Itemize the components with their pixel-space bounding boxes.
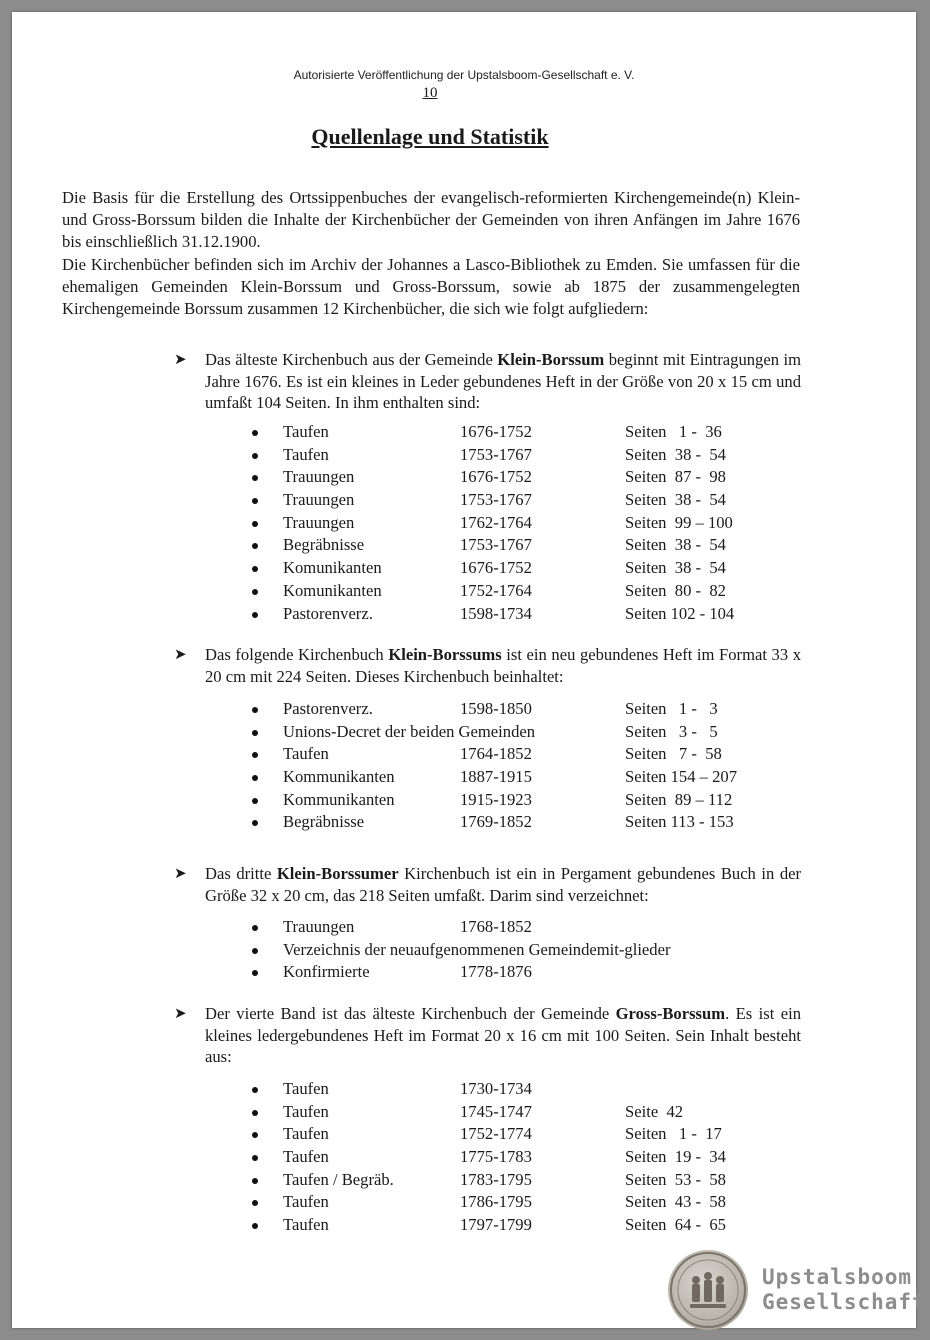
record-years: 1786-1795	[460, 1192, 532, 1212]
bullet-icon	[252, 1132, 258, 1138]
section-text	[205, 644, 801, 687]
record-pages: Seiten 1 - 17	[625, 1124, 722, 1144]
record-years: 1764-1852	[460, 744, 532, 764]
record-pages: Seiten 99 – 100	[625, 512, 733, 532]
bullet-icon	[252, 970, 258, 976]
record-years: 1769-1852	[460, 812, 532, 832]
record-pages: Seiten 64 - 65	[625, 1215, 726, 1235]
record-type: Taufen	[283, 1124, 329, 1144]
record-type: Trauungen	[283, 512, 355, 532]
record-pages: Seiten 3 - 5	[625, 721, 718, 741]
record-pages: Seiten 89 – 112	[625, 789, 733, 809]
section-parish-name: Klein-Borssums	[388, 645, 502, 664]
section-text-after: . Es ist ein kleines ledergebundenes Heft im Format 20 x 16 cm mit 100 Seiten. Sein Inhalt besteht aus:	[205, 1004, 801, 1066]
section-parish-name: Klein-Borssumer	[276, 864, 399, 883]
record-pages: Seiten 1 - 36	[625, 422, 722, 441]
publisher-header: Autorisierte Veröffentlichung der Upstalsboom-Gesellschaft e. V.	[293, 68, 635, 82]
bullet-icon	[252, 589, 258, 595]
bullet-icon	[252, 498, 258, 504]
record-pages: Seiten 38 - 54	[625, 444, 726, 464]
record-type: Begräbnisse	[283, 535, 365, 555]
record-pages: Seiten 80 - 82	[625, 580, 726, 600]
section-text-before: Das älteste Kirchenbuch aus der Gemeinde	[205, 350, 498, 369]
document-page	[12, 12, 926, 1328]
bullet-icon	[252, 430, 258, 436]
record-pages: Seiten 154 – 207	[625, 767, 737, 787]
intro-paragraph-2: Die Kirchenbücher befinden sich im Archiv der Johannes a Lasco-Bibliothek zu Emden. Sie umfassen für die ehemaligen Gemeinden Klein-Borssum und Gross-Borssum, sowie ab 1875 der zusammengelegten Kirchengemeinde Borssum zusammen 12 Kirchenbücher, die sich wie folgt aufgliedern:	[62, 254, 800, 319]
intro-text	[62, 187, 800, 320]
record-years: 1730-1734	[460, 1079, 532, 1098]
bullet-icon	[252, 775, 258, 781]
section-text-before: Das dritte	[205, 864, 277, 883]
bullet-icon	[252, 925, 258, 931]
bullet-icon	[252, 1200, 258, 1206]
record-type: Taufen	[283, 444, 329, 464]
record-years: 1598-1850	[460, 699, 532, 718]
bullet-icon	[252, 1178, 258, 1184]
arrow-bullet-icon: ➤	[174, 864, 187, 882]
record-pages: Seiten 38 - 54	[625, 490, 726, 510]
section-text-after: Kirchenbuch ist ein in Pergament gebundenes Buch in der Größe 32 x 20 cm, das 218 Seiten umfaßt. Darim sind verzeichnet:	[205, 864, 802, 905]
record-pages: Seiten 38 - 54	[625, 558, 726, 578]
record-type: Kommunikanten	[283, 789, 395, 809]
bullet-icon	[252, 1087, 258, 1093]
record-type: Trauungen	[283, 490, 355, 510]
bullet-icon	[252, 453, 258, 459]
section-parish-name: Gross-Borssum	[615, 1004, 726, 1023]
record-years: 1598-1734	[460, 603, 532, 623]
record-years: 1676-1752	[460, 467, 532, 487]
record-pages: Seiten 19 - 34	[625, 1147, 726, 1167]
intro-paragraph-1: Die Basis für die Erstellung des Ortssippenbuches der evangelisch-reformierten Kirchengemeinde(n) Klein- und Gross-Borssum bilden die Inhalte der Kirchenbücher der Gemeinden von ihren Anfängen im Jahre 1676 bis einschließlich 31.12.1900.	[62, 188, 800, 252]
society-watermark	[668, 1250, 926, 1330]
record-type: Taufen	[283, 1215, 329, 1235]
bullet-icon	[252, 1223, 258, 1229]
record-years: 1676-1752	[460, 422, 532, 441]
record-years: 1915-1923	[460, 789, 532, 809]
record-type: Pastorenverz.	[283, 699, 373, 718]
record-type: Kommunikanten	[283, 767, 395, 787]
record-years: 1783-1795	[460, 1169, 532, 1189]
record-years: 1752-1764	[460, 580, 532, 600]
bullet-icon	[252, 1110, 258, 1116]
record-years: 1887-1915	[460, 767, 532, 787]
record-pages: Seiten 113 - 153	[625, 812, 734, 832]
record-years: 1753-1767	[460, 490, 532, 510]
bullet-icon	[252, 475, 258, 481]
arrow-bullet-icon: ➤	[174, 350, 187, 368]
record-pages: Seite 42	[625, 1101, 684, 1121]
section-text-after: beginnt mit Eintragungen im Jahre 1676. Es ist ein kleines in Leder gebundenes Heft in der Größe von 20 x 15 cm und umfaßt 104 Seiten. In ihm enthalten sind:	[205, 350, 801, 412]
bullet-icon	[252, 948, 258, 954]
record-years: 1752-1774	[460, 1124, 532, 1144]
bullet-icon	[252, 752, 258, 758]
record-years: 1797-1799	[460, 1215, 532, 1235]
watermark-line-2: Gesellschaft	[762, 1290, 926, 1314]
section-text	[205, 1003, 801, 1068]
record-type: Taufen	[283, 744, 329, 764]
page-number: 10	[422, 85, 438, 101]
record-years: 1778-1876	[460, 962, 532, 982]
record-pages: Seiten 102 - 104	[625, 603, 735, 623]
section-parish-name: Klein-Borssum	[497, 350, 605, 369]
record-pages: Seiten 43 - 58	[625, 1192, 726, 1212]
section-text	[205, 863, 801, 906]
arrow-bullet-icon: ➤	[174, 645, 187, 663]
record-pages: Seiten 38 - 54	[625, 535, 726, 555]
record-years: 1745-1747	[460, 1101, 532, 1121]
section-text-before: Das folgende Kirchenbuch	[205, 645, 389, 664]
bullet-icon	[252, 798, 258, 804]
record-pages: Seiten 53 - 58	[625, 1169, 726, 1189]
record-type: Taufen	[283, 1147, 329, 1167]
record-type: Trauungen	[283, 917, 355, 936]
arrow-bullet-icon: ➤	[174, 1004, 187, 1022]
watermark-line-1: Upstalsboom	[762, 1265, 913, 1289]
society-seal-icon	[668, 1250, 748, 1330]
record-type: Taufen	[283, 1101, 329, 1121]
record-type: Unions-Decret der beiden Gemeinden	[283, 721, 536, 741]
bullet-icon	[252, 543, 258, 549]
record-type: Begräbnisse	[283, 812, 365, 832]
record-type: Taufen / Begräb.	[283, 1169, 394, 1189]
record-type: Konfirmierte	[283, 962, 370, 982]
record-years: 1775-1783	[460, 1147, 532, 1167]
record-type: Pastorenverz.	[283, 603, 373, 623]
bullet-icon	[252, 730, 258, 736]
record-type: Verzeichnis der neuaufgenommenen Gemeindemit-glieder	[283, 939, 671, 959]
record-pages: Seiten 87 - 98	[625, 467, 726, 487]
bullet-icon	[252, 1155, 258, 1161]
bullet-icon	[252, 707, 258, 713]
record-type: Taufen	[283, 422, 329, 441]
record-pages: Seiten 1 - 3	[625, 699, 718, 718]
record-type: Komunikanten	[283, 580, 382, 600]
bullet-icon	[252, 521, 258, 527]
section-text-after: ist ein neu gebundenes Heft im Format 33 x 20 cm mit 224 Seiten. Dieses Kirchenbuch beinhaltet:	[205, 645, 802, 686]
record-years: 1753-1767	[460, 444, 532, 464]
record-pages: Seiten 7 - 58	[625, 744, 722, 764]
record-years: 1676-1752	[460, 558, 532, 578]
page-title: Quellenlage und Statistik	[311, 124, 549, 149]
section-text-before: Der vierte Band ist das älteste Kirchenbuch der Gemeinde	[205, 1004, 616, 1023]
record-years: 1753-1767	[460, 535, 532, 555]
record-type: Trauungen	[283, 467, 355, 487]
record-type: Taufen	[283, 1079, 329, 1098]
bullet-icon	[252, 612, 258, 618]
bullet-icon	[252, 566, 258, 572]
record-type: Komunikanten	[283, 558, 382, 578]
record-years: 1762-1764	[460, 512, 532, 532]
record-type: Taufen	[283, 1192, 329, 1212]
section-text	[205, 349, 801, 414]
record-years: 1768-1852	[460, 917, 532, 936]
bullet-icon	[252, 820, 258, 826]
